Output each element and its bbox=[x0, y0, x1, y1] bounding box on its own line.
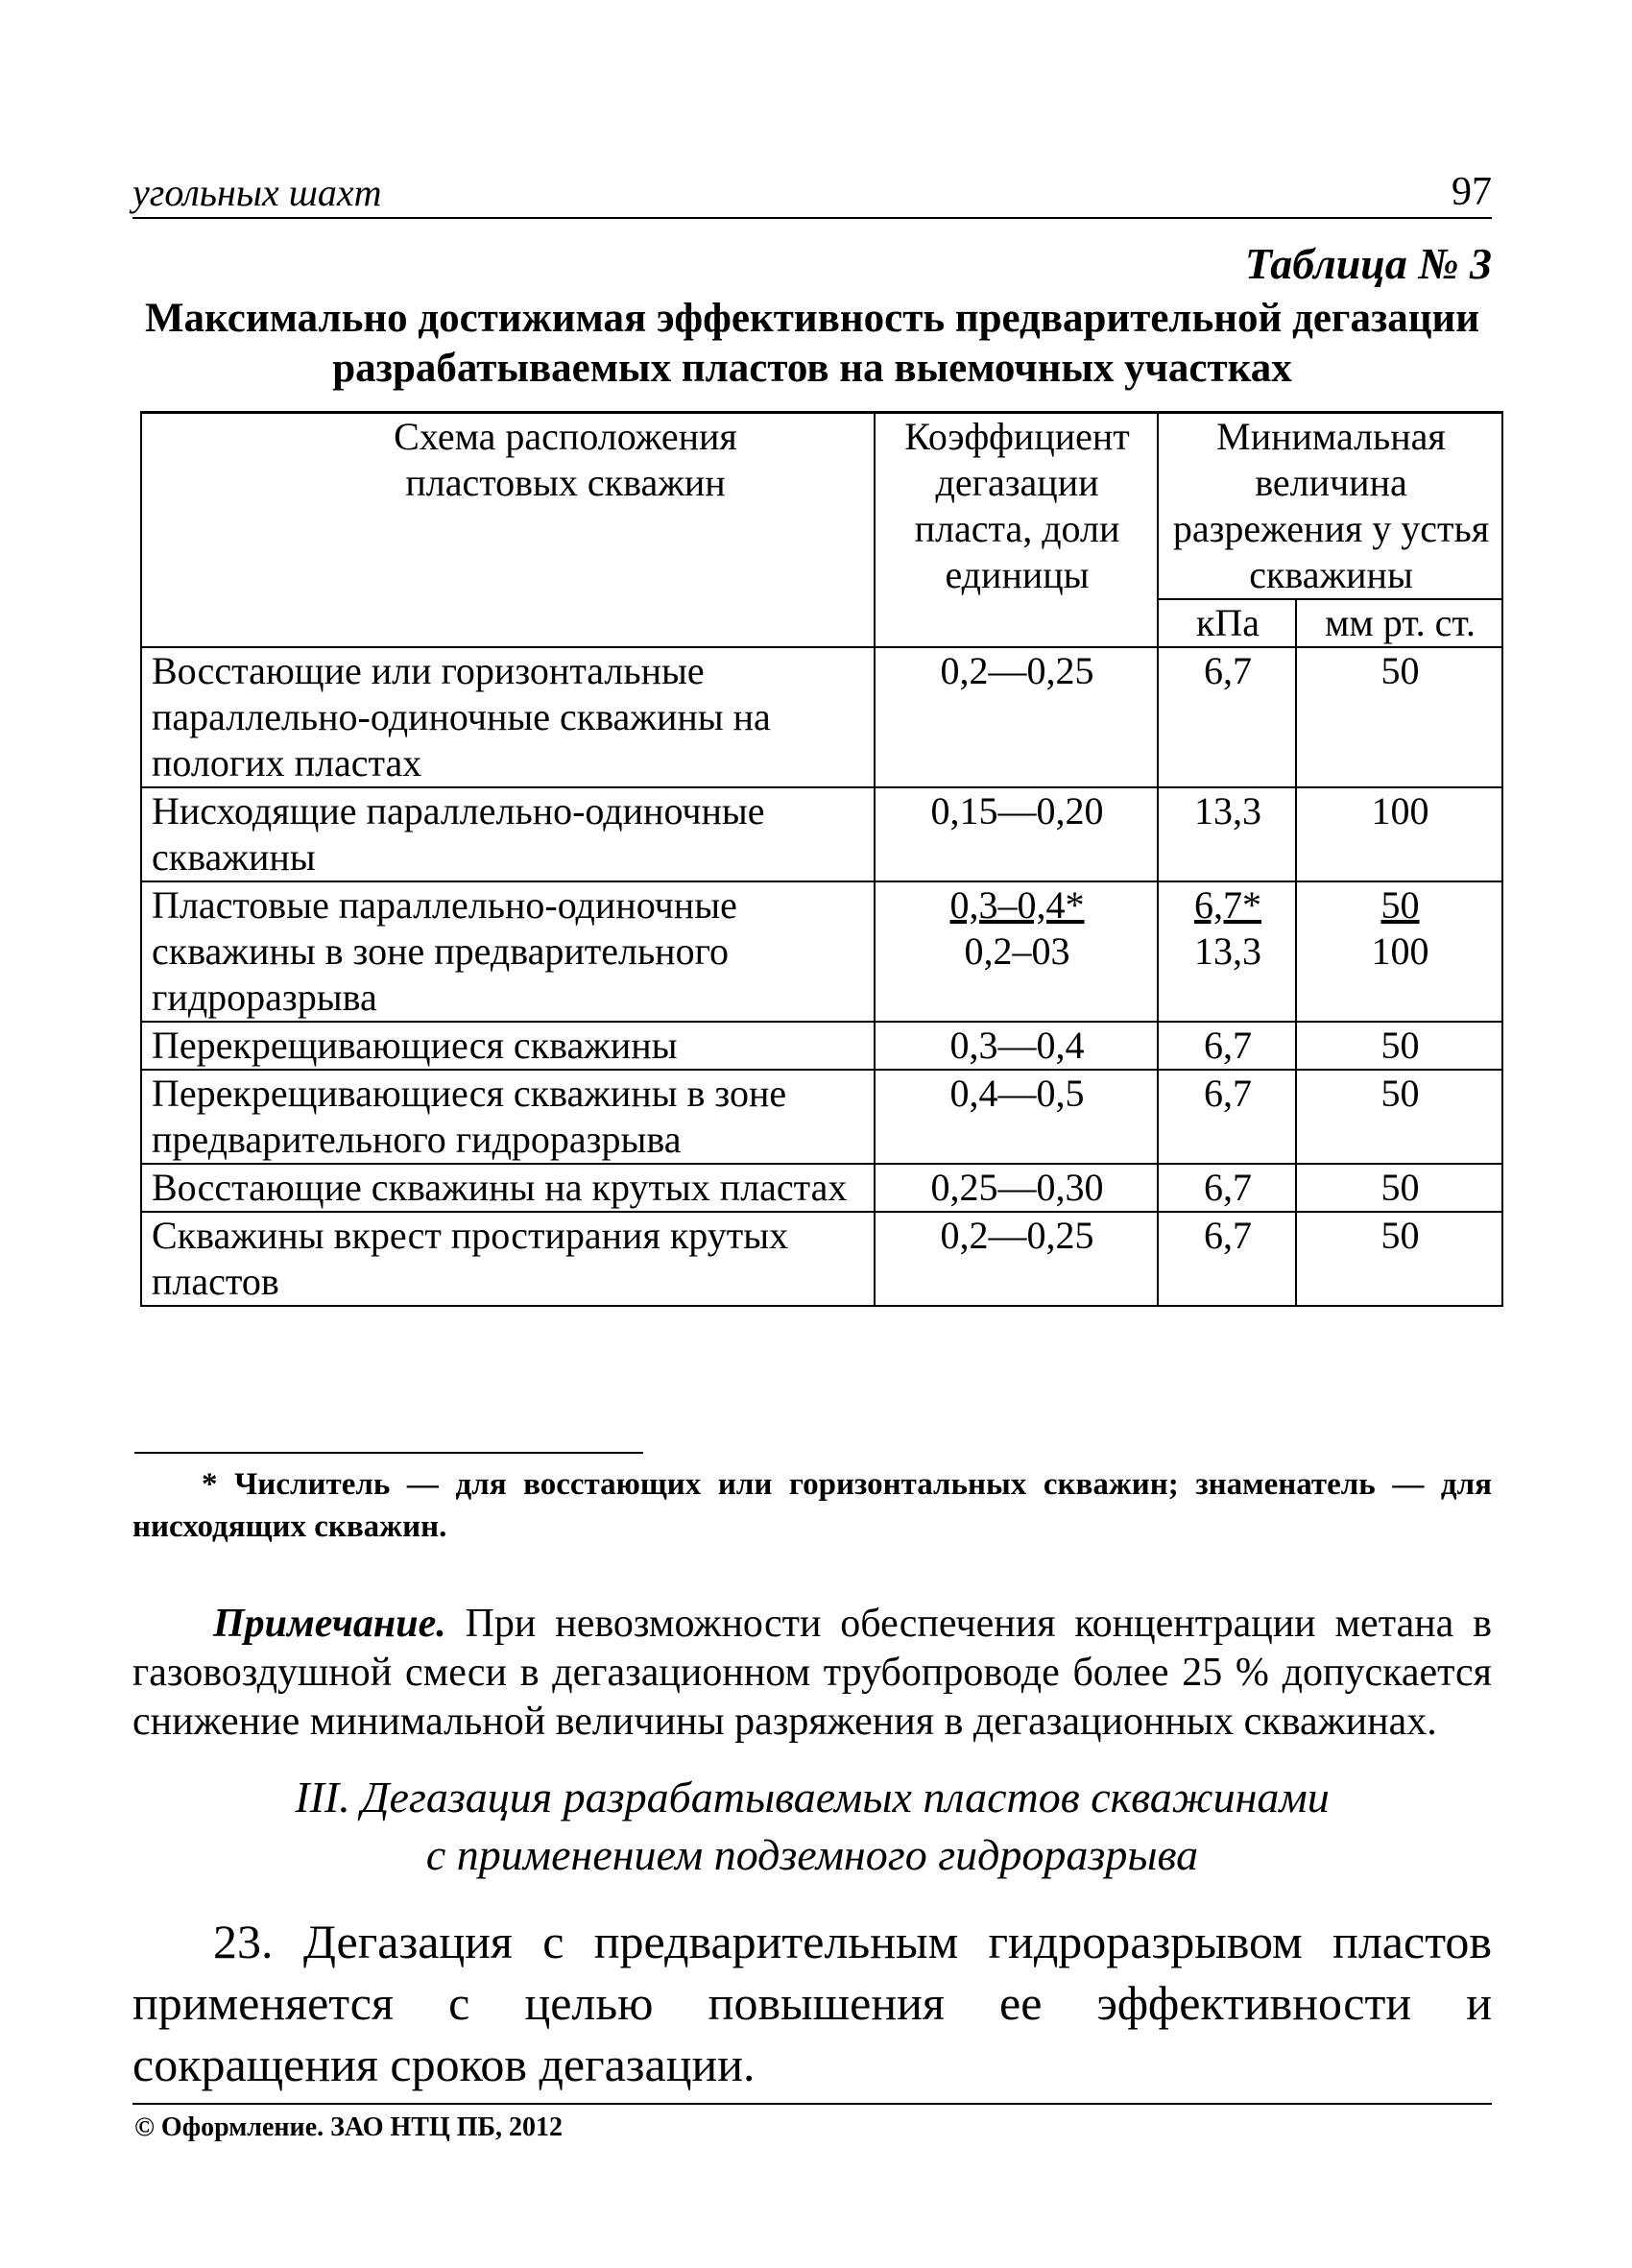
cell-mm-fraction bbox=[1296, 881, 1502, 1022]
mm-denominator: 100 bbox=[1371, 929, 1429, 973]
efficiency-table bbox=[140, 411, 1503, 1307]
table-row bbox=[141, 1212, 1502, 1306]
running-title: угольных шахт bbox=[132, 171, 382, 214]
cell-coefficient-fraction bbox=[875, 881, 1158, 1022]
cell-kpa: 6,7 bbox=[1158, 1022, 1296, 1070]
cell-kpa: 6,7 bbox=[1158, 647, 1296, 787]
section-heading-line2: с применением подземного гидроразрыва bbox=[425, 1830, 1199, 1879]
note-paragraph bbox=[132, 1600, 1492, 1747]
cell-coefficient: 0,2—0,25 bbox=[875, 647, 1158, 787]
header-coefficient: Коэффициент дегазации пласта, доли единицы bbox=[875, 413, 1158, 648]
header-mm: мм рт. ст. bbox=[1296, 599, 1502, 647]
cell-scheme: Нисходящие параллельно-одиночные скважины bbox=[141, 787, 875, 881]
cell-scheme: Пластовые параллельно-одиночные скважины в зоне предварительного гидроразрыва bbox=[141, 881, 875, 1022]
table-row bbox=[141, 787, 1502, 881]
cell-coefficient: 0,15—0,20 bbox=[875, 787, 1158, 881]
cell-scheme: Восстающие скважины на крутых пластах bbox=[141, 1164, 875, 1212]
table-footnote: * Числитель — для восстающих или горизонтальных скважин; знаменатель — для нисходящих скважин. bbox=[132, 1467, 1492, 1544]
coefficient-denominator: 0,2–03 bbox=[964, 929, 1070, 973]
table-header-row bbox=[141, 413, 1502, 600]
cell-mm: 50 bbox=[1296, 647, 1502, 787]
table-row bbox=[141, 1070, 1502, 1164]
kpa-denominator: 13,3 bbox=[1194, 929, 1261, 973]
cell-kpa-fraction bbox=[1158, 881, 1296, 1022]
cell-mm: 50 bbox=[1296, 1212, 1502, 1306]
table-label: Таблица № 3 bbox=[1244, 239, 1492, 288]
kpa-numerator: 6,7* bbox=[1194, 883, 1261, 927]
cell-coefficient: 0,4—0,5 bbox=[875, 1070, 1158, 1164]
header-min-vacuum: Минимальная величина разрежения у устья скважины bbox=[1158, 413, 1502, 600]
cell-kpa: 6,7 bbox=[1158, 1070, 1296, 1164]
table-row bbox=[141, 1164, 1502, 1212]
cell-coefficient: 0,2—0,25 bbox=[875, 1212, 1158, 1306]
cell-kpa: 6,7 bbox=[1158, 1164, 1296, 1212]
table-title: Максимально достижимая эффективность предварительной дегазации разрабатываемых пластов на выемочных участках bbox=[144, 296, 1480, 391]
note-text: При невозможности обеспечения концентрации метана в газовоздушной смеси в дегазационном трубопроводе более 25 % допускается снижение минимальной величины разряжения в дегазационных скважинах. bbox=[132, 1602, 1492, 1744]
table-row bbox=[141, 647, 1502, 787]
copyright-footer: © Оформление. ЗАО НТЦ ПБ, 2012 bbox=[134, 2112, 564, 2142]
header-scheme: Схема расположения пластовых скважин bbox=[141, 413, 875, 648]
cell-coefficient: 0,3—0,4 bbox=[875, 1022, 1158, 1070]
table-row bbox=[141, 1022, 1502, 1070]
note-lead: Примечание. bbox=[213, 1602, 446, 1646]
section-heading-line1: III. Дегазация разрабатываемых пластов скважинами bbox=[295, 1773, 1330, 1822]
header-kpa: кПа bbox=[1158, 599, 1296, 647]
mm-numerator: 50 bbox=[1380, 883, 1420, 927]
cell-kpa: 6,7 bbox=[1158, 1212, 1296, 1306]
table-row bbox=[141, 881, 1502, 1022]
coefficient-numerator: 0,3–0,4* bbox=[949, 883, 1085, 927]
cell-mm: 50 bbox=[1296, 1070, 1502, 1164]
cell-mm: 50 bbox=[1296, 1022, 1502, 1070]
paragraph-23: 23. Дегазация с предварительным гидроразрывом пластов применяется с целью повышения ее эффективности и сокращения сроков дегазации. bbox=[132, 1915, 1492, 2091]
cell-coefficient: 0,25—0,30 bbox=[875, 1164, 1158, 1212]
section-heading bbox=[132, 1769, 1492, 1884]
cell-scheme: Перекрещивающиеся скважины bbox=[141, 1022, 875, 1070]
cell-scheme: Скважины вкрест простирания крутых пластов bbox=[141, 1212, 875, 1306]
page-number: 97 bbox=[1452, 170, 1492, 214]
running-header bbox=[132, 165, 1492, 219]
footnote-divider bbox=[134, 1452, 643, 1454]
cell-scheme: Перекрещивающиеся скважины в зоне предварительного гидроразрыва bbox=[141, 1070, 875, 1164]
cell-mm: 50 bbox=[1296, 1164, 1502, 1212]
cell-scheme: Восстающие или горизонтальные параллельно-одиночные скважины на пологих пластах bbox=[141, 647, 875, 787]
footer-divider bbox=[132, 2103, 1492, 2105]
cell-kpa: 13,3 bbox=[1158, 787, 1296, 881]
cell-mm: 100 bbox=[1296, 787, 1502, 881]
